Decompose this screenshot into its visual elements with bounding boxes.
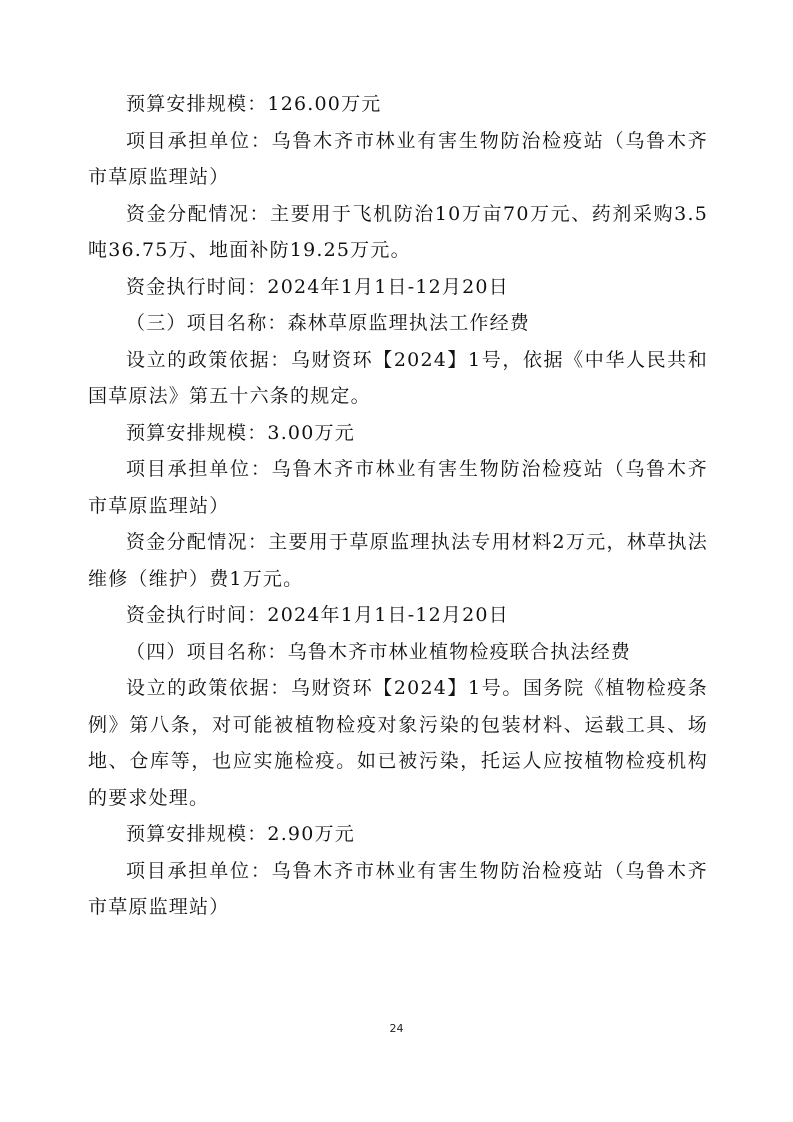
paragraph-budget-scale-3: 预算安排规模：3.00万元 — [126, 421, 355, 444]
paragraph-budget-scale-4: 预算安排规模：2.90万元 — [126, 823, 355, 845]
paragraph-execution-time-2: 资金执行时间：2024年1月1日-12月20日 — [126, 275, 509, 298]
section-heading-3: （三）项目名称：森林草原监理执法工作经费 — [126, 312, 531, 334]
paragraph-undertaking-unit-2: 项目承担单位：乌鲁木齐市林业有害生物防治检疫站（乌鲁木齐市草原监理站） — [88, 129, 708, 188]
paragraph-undertaking-unit-4: 项目承担单位：乌鲁木齐市林业有害生物防治检疫站（乌鲁木齐市草原监理站） — [88, 859, 708, 918]
paragraph-budget-scale-2: 预算安排规模：126.00万元 — [126, 93, 382, 115]
paragraph-fund-allocation-3: 资金分配情况：主要用于草原监理执法专用材料2万元，林草执法维修（维护）费1万元。 — [88, 531, 708, 590]
section-heading-4: （四）项目名称：乌鲁木齐市林业植物检疫联合执法经费 — [126, 640, 632, 663]
paragraph-execution-time-3: 资金执行时间：2024年1月1日-12月20日 — [126, 604, 509, 626]
paragraph-fund-allocation-2: 资金分配情况：主要用于飞机防治10万亩70万元、药剂采购3.5吨36.75万、地面补防19.25万元。 — [88, 202, 708, 261]
page-number: 24 — [389, 1022, 404, 1035]
document-body — [88, 86, 708, 926]
paragraph-undertaking-unit-3: 项目承担单位：乌鲁木齐市林业有害生物防治检疫站（乌鲁木齐市草原监理站） — [88, 458, 708, 517]
paragraph-policy-basis-3: 设立的政策依据：乌财资环【2024】1号，依据《中华人民共和国草原法》第五十六条的规定。 — [88, 348, 708, 407]
paragraph-policy-basis-4: 设立的政策依据：乌财资环【2024】1号。国务院《植物检疫条例》第八条，对可能被植物检疫对象污染的包装材料、运载工具、场地、仓库等，也应实施检疫。如已被污染，托运人应按植物检疫机构的要求处理。 — [88, 677, 708, 809]
